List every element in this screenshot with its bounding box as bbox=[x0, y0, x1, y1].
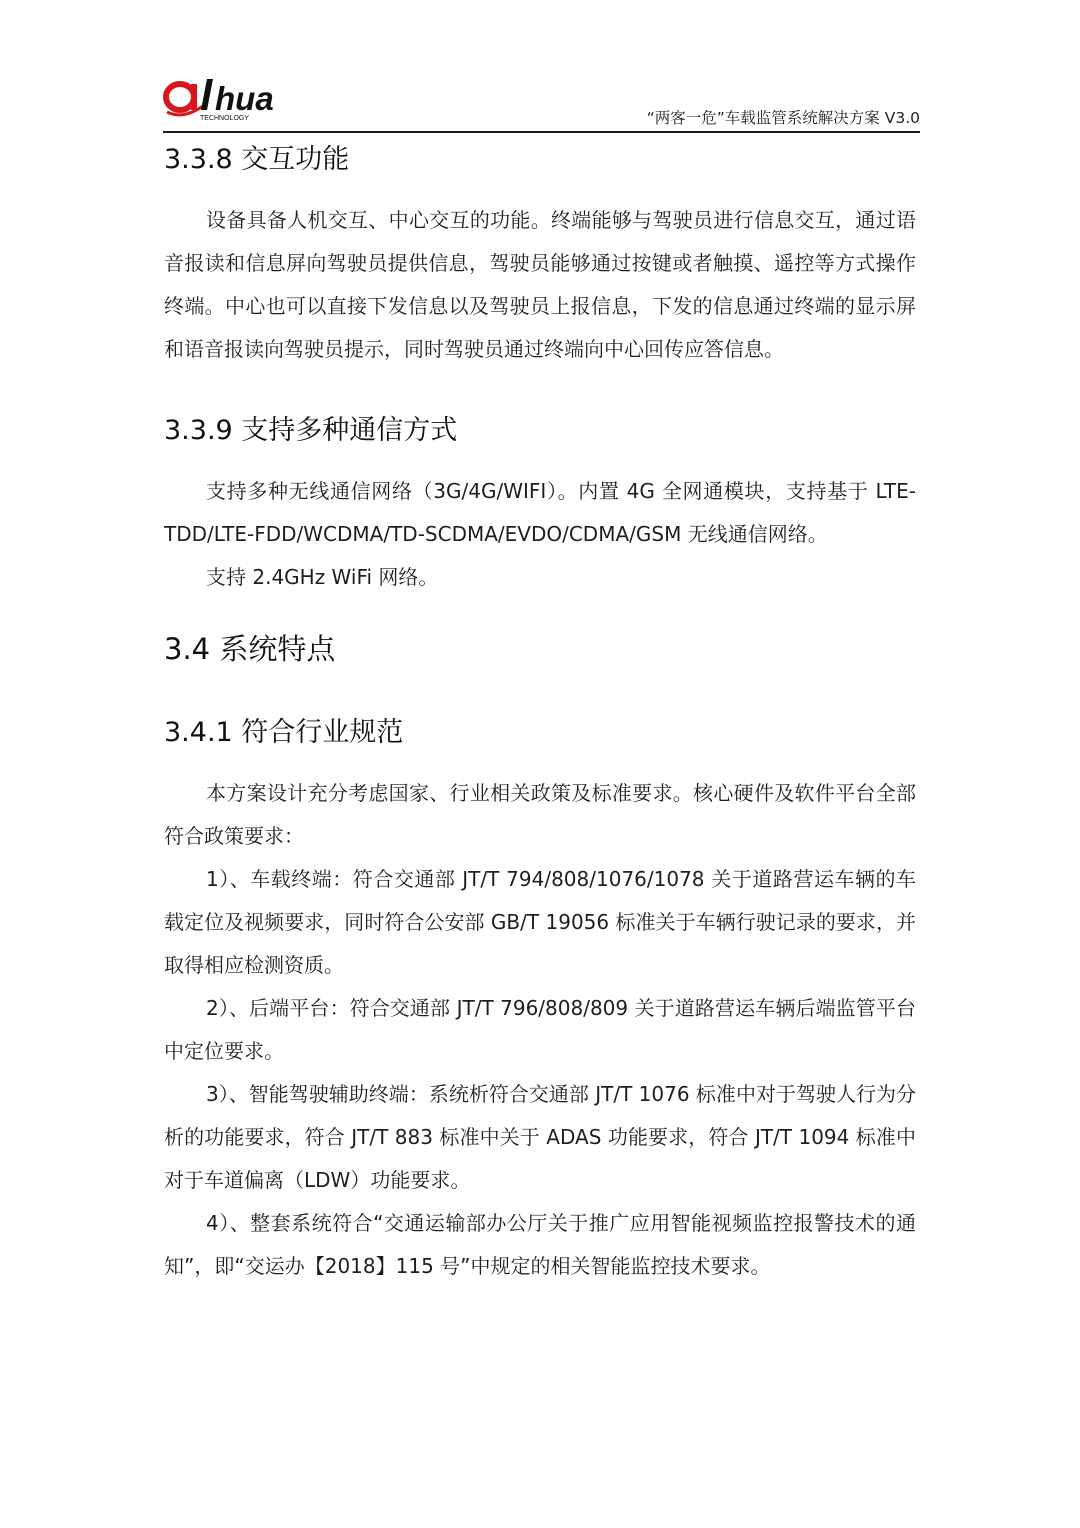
paragraph-communication: 支持多种无线通信网络（3G/4G/WIFI）。内置 4G 全网通模块，支持基于 LTE-TDD/LTE-FDD/WCDMA/TD-SCDMA/EVDO/CDMA/GSM 无线通信网络。 bbox=[164, 479, 916, 546]
paragraph-standards-intro: 本方案设计充分考虑国家、行业相关政策及标准要求。核心硬件及软件平台全部符合政策要求： bbox=[164, 781, 916, 848]
svg-text:TECHNOLOGY: TECHNOLOGY bbox=[200, 115, 250, 122]
dahua-logo-icon bbox=[163, 76, 303, 122]
paragraph-wifi: 支持 2.4GHz WiFi 网络。 bbox=[206, 565, 439, 589]
paragraph-interaction: 设备具备人机交互、中心交互的功能。终端能够与驾驶员进行信息交互，通过语音报读和信息屏向驾驶员提供信息，驾驶员能够通过按键或者触摸、遥控等方式操作终端。中心也可以直接下发信息以及驾驶员上报信息，下发的信息通过终端的显示屏和语音报读向驾驶员提示，同时驾驶员通过终端向中心回传应答信息。 bbox=[164, 208, 916, 361]
page-body bbox=[164, 136, 916, 1288]
paragraph-vehicle-terminal: 1）、车载终端：符合交通部 JT/T 794/808/1076/1078 关于道路营运车辆的车载定位及视频要求，同时符合公安部 GB/T 19056 标准关于车辆行驶记录的要求，并取得相应检测资质。 bbox=[164, 867, 916, 977]
section-heading-3-4-1: 3.4.1 符合行业规范 bbox=[164, 717, 404, 748]
paragraph-backend-platform: 2）、后端平台：符合交通部 JT/T 796/808/809 关于道路营运车辆后端监管平台中定位要求。 bbox=[164, 996, 916, 1063]
svg-text:hua: hua bbox=[215, 80, 274, 117]
document-title: “两客一危”车载监管系统解决方案 V3.0 bbox=[646, 109, 920, 127]
dahua-logo bbox=[163, 76, 303, 122]
paragraph-system-compliance: 4）、整套系统符合“交通运输部办公厅关于推广应用智能视频监控报警技术的通知”，即“交运办【2018】115 号”中规定的相关智能监控技术要求。 bbox=[164, 1211, 916, 1278]
section-heading-3-4: 3.4 系统特点 bbox=[164, 632, 336, 666]
page-header bbox=[163, 76, 920, 132]
section-heading-3-3-8: 3.3.8 交互功能 bbox=[164, 144, 350, 175]
section-heading-3-3-9: 3.3.9 支持多种通信方式 bbox=[164, 415, 458, 446]
header-divider bbox=[163, 131, 920, 133]
paragraph-driver-assist: 3）、智能驾驶辅助终端：系统析符合交通部 JT/T 1076 标准中对于驾驶人行为分析的功能要求，符合 JT/T 883 标准中关于 ADAS 功能要求，符合 JT/T 1094 标准中对于车道偏离（LDW）功能要求。 bbox=[164, 1082, 916, 1192]
